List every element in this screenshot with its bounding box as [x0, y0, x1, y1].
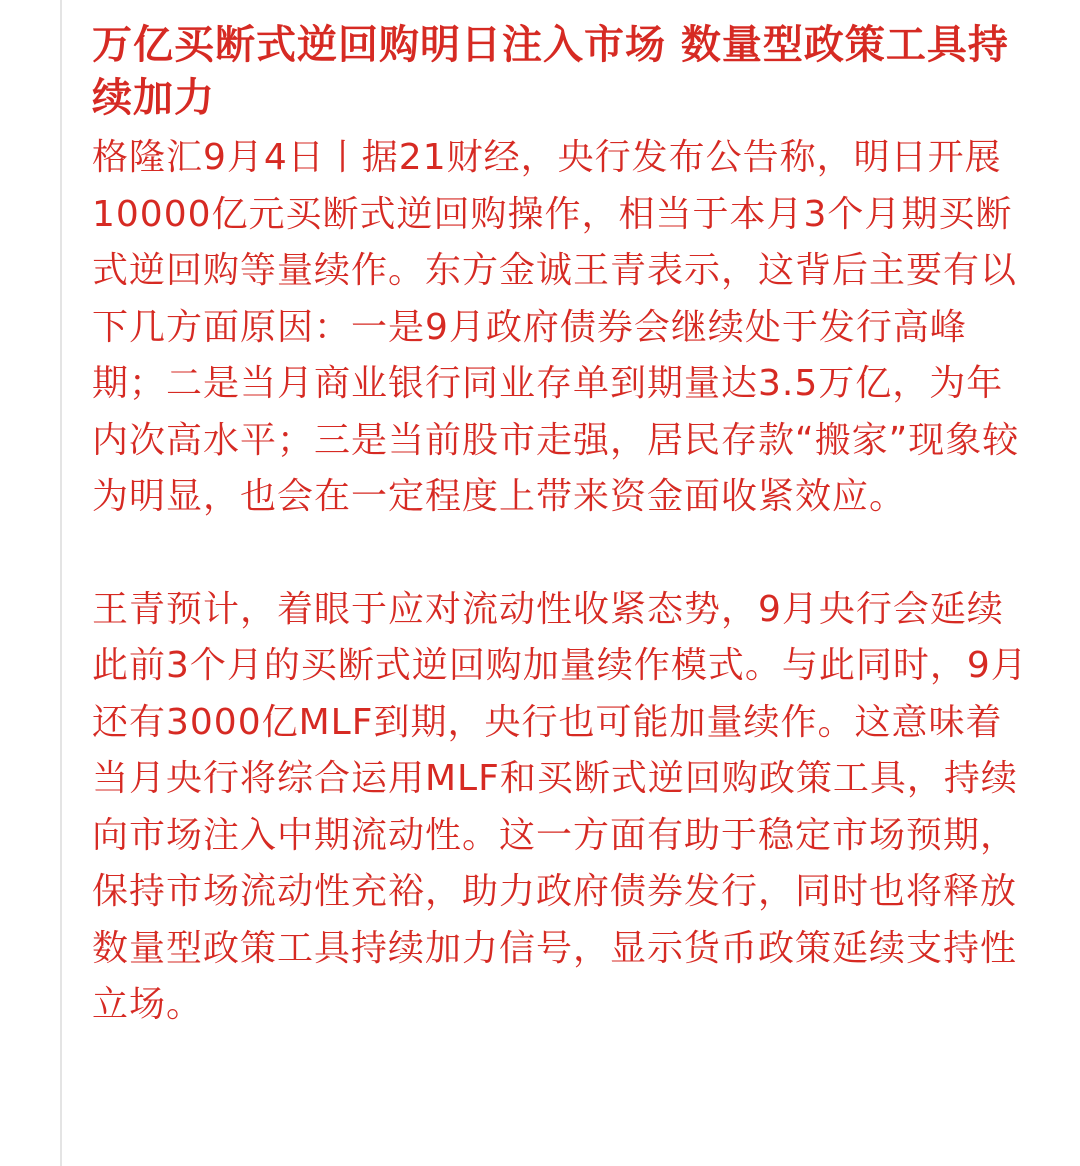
- paragraph-gap: [92, 526, 1032, 582]
- left-divider: [60, 0, 62, 1166]
- paragraph-1: 格隆汇9月4日丨据21财经，央行发布公告称，明日开展10000亿元买断式逆回购操作，相当于本月3个月期买断式逆回购等量续作。东方金诚王青表示，这背后主要有以下几方面原因：一是9月政府债券会继续处于发行高峰期；二是当月商业银行同业存单到期量达3.5万亿，为年内次高水平；三是当前股市走强，居民存款“搬家”现象较为明显，也会在一定程度上带来资金面收紧效应。: [92, 137, 1020, 517]
- paragraph-2: 王青预计，着眼于应对流动性收紧态势，9月央行会延续此前3个月的买断式逆回购加量续作模式。与此同时，9月还有3000亿MLF到期，央行也可能加量续作。这意味着当月央行将综合运用MLF和买断式逆回购政策工具，持续向市场注入中期流动性。这一方面有助于稳定市场预期，保持市场流动性充裕，助力政府债券发行，同时也将释放数量型政策工具持续加力信号，显示货币政策延续支持性立场。: [92, 588, 1028, 1025]
- article-body: [92, 18, 1032, 1034]
- article-headline: 万亿买断式逆回购明日注入市场 数量型政策工具持续加力: [92, 21, 1009, 121]
